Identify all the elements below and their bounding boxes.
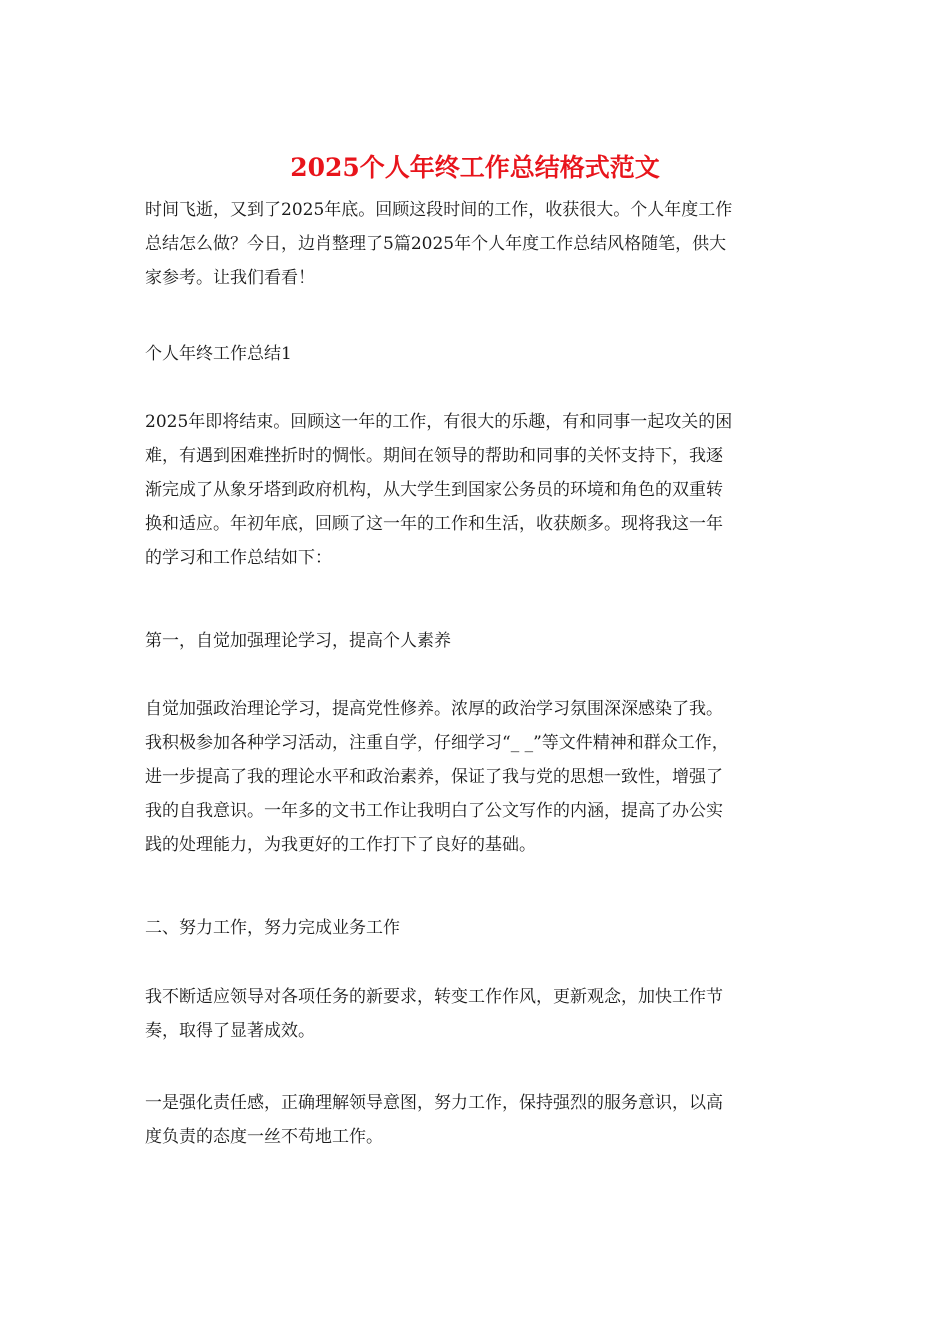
text-line: 个人年终工作总结1	[145, 344, 292, 364]
text-line: 我的自我意识。一年多的文书工作让我明白了公文写作的内涵，提高了办公实	[145, 801, 723, 821]
text-line: 践的处理能力，为我更好的工作打下了良好的基础。	[145, 835, 536, 855]
text-line: 渐完成了从象牙塔到政府机构，从大学生到国家公务员的环境和角色的双重转	[145, 480, 723, 500]
body-paragraph	[145, 405, 815, 575]
text-line: 换和适应。年初年底，回顾了这一年的工作和生活，收获颇多。现将我这一年	[145, 514, 723, 534]
text-line: 我积极参加各种学习活动，注重自学，仔细学习“_ _”等文件精神和群众工作，	[145, 733, 729, 753]
section-heading	[145, 337, 815, 371]
body-paragraph	[145, 692, 815, 862]
section-heading	[145, 911, 815, 945]
text-line: 的学习和工作总结如下：	[145, 548, 332, 568]
text-line: 一是强化责任感，正确理解领导意图，努力工作，保持强烈的服务意识，以高	[145, 1093, 723, 1113]
body-paragraph	[145, 1086, 815, 1154]
text-line: 我不断适应领导对各项任务的新要求，转变工作作风，更新观念，加快工作节	[145, 987, 723, 1007]
text-line: 第一，自觉加强理论学习，提高个人素养	[145, 631, 451, 651]
text-line: 时间飞逝，又到了2025年底。回顾这段时间的工作，收获很大。个人年度工作	[145, 200, 733, 220]
intro-paragraph	[145, 193, 815, 295]
document-title: 2025个人年终工作总结格式范文	[290, 153, 660, 182]
text-line: 进一步提高了我的理论水平和政治素养，保证了我与党的思想一致性，增强了	[145, 767, 723, 787]
text-line: 奏，取得了显著成效。	[145, 1021, 315, 1041]
text-line: 二、努力工作，努力完成业务工作	[145, 918, 400, 938]
text-line: 难，有遇到困难挫折时的惆怅。期间在领导的帮助和同事的关怀支持下，我逐	[145, 446, 723, 466]
text-line: 自觉加强政治理论学习，提高党性修养。浓厚的政治学习氛围深深感染了我。	[145, 699, 723, 719]
body-paragraph	[145, 980, 815, 1048]
text-line: 2025年即将结束。回顾这一年的工作，有很大的乐趣，有和同事一起攻关的困	[145, 412, 733, 432]
text-line: 家参考。让我们看看！	[145, 268, 315, 288]
text-line: 总结怎么做？今日，边肖整理了5篇2025年个人年度工作总结风格随笔，供大	[145, 234, 727, 254]
text-line: 度负责的态度一丝不苟地工作。	[145, 1127, 383, 1147]
section-heading	[145, 624, 815, 658]
